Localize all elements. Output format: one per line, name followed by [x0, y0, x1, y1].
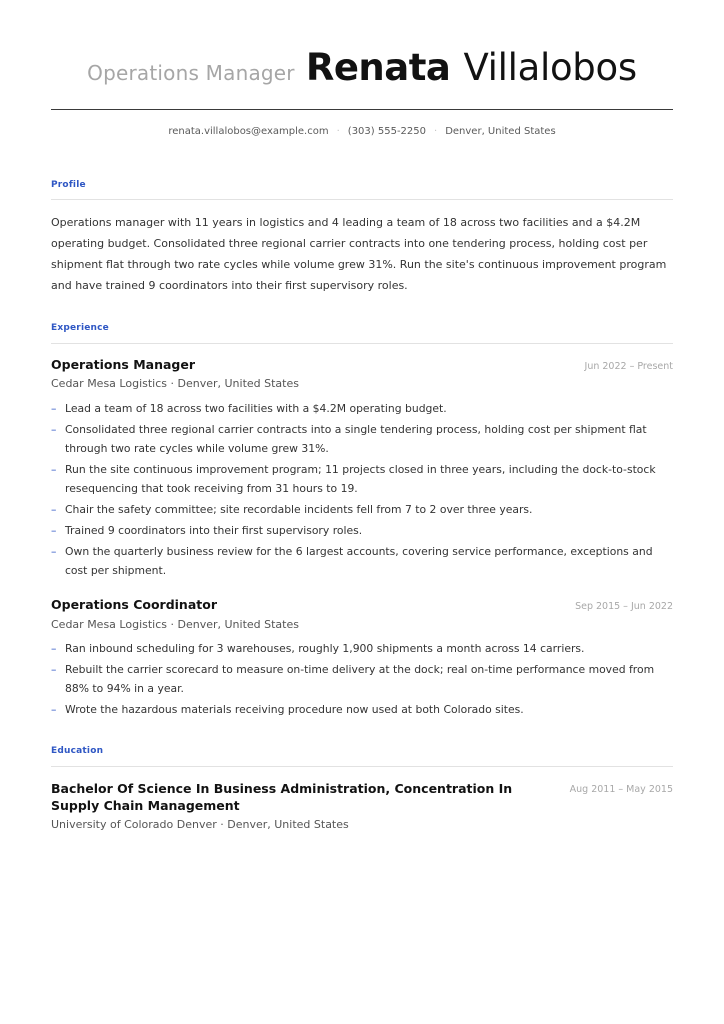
section-title-education: Education — [51, 746, 104, 756]
bullet-dash: – — [51, 545, 57, 558]
job-bullet — [51, 542, 673, 580]
job-bullet — [51, 399, 673, 418]
job-bullet — [51, 639, 673, 658]
job-org: Cedar Mesa Logistics · Denver, United States — [51, 618, 299, 631]
job-bullets — [51, 639, 673, 721]
bullet-text: Ran inbound scheduling for 3 warehouses, roughly 1,900 shipments a month across 14 carriers. — [65, 642, 585, 655]
contact-separator: · — [434, 126, 438, 137]
contact-location: Denver, United States — [445, 126, 556, 137]
bullet-dash: – — [51, 402, 57, 415]
bullet-text: Run the site continuous improvement program; 11 projects closed in three years, including the dock-to-stock resequencing that took receiving from 31 hours to 19. — [65, 463, 656, 495]
header-last-name: Villalobos — [463, 46, 637, 89]
education-degree: Bachelor Of Science In Business Administration, Concentration In Supply Chain Management — [51, 781, 513, 813]
bullet-dash: – — [51, 423, 57, 436]
header-first-name: Renata — [305, 46, 451, 89]
contact-separator: · — [336, 126, 340, 137]
bullet-text: Chair the safety committee; site recordable incidents fell from 7 to 2 over three years. — [65, 503, 533, 516]
bullet-dash: – — [51, 703, 57, 716]
job-bullet — [51, 521, 673, 540]
header-divider — [51, 109, 673, 110]
contact-line — [51, 126, 673, 137]
bullet-dash: – — [51, 642, 57, 655]
bullet-dash: – — [51, 503, 57, 516]
job-title: Operations Coordinator — [51, 597, 217, 612]
bullet-text: Trained 9 coordinators into their first supervisory roles. — [65, 524, 363, 537]
contact-phone[interactable]: (303) 555-2250 — [347, 126, 427, 137]
job-bullet — [51, 500, 673, 519]
bullet-text: Wrote the hazardous materials receiving procedure now used at both Colorado sites. — [65, 703, 524, 716]
resume-header — [51, 46, 673, 89]
job-bullet — [51, 460, 673, 498]
job-org: Cedar Mesa Logistics · Denver, United States — [51, 377, 299, 390]
bullet-text: Rebuilt the carrier scorecard to measure on-time delivery at the dock; real on-time performance moved from 88% to 94% in a year. — [65, 663, 655, 695]
bullet-text: Consolidated three regional carrier contracts into a single tendering process, holding cost per shipment flat through two rate cycles while volume grew 31%. — [65, 423, 647, 455]
bullet-text: Own the quarterly business review for the 6 largest accounts, covering service performance, exceptions and cost per shipment. — [65, 545, 653, 577]
contact-email[interactable]: renata.villalobos@example.com — [168, 126, 329, 137]
job-dates: Jun 2022 – Present — [584, 361, 673, 372]
section-divider — [51, 766, 673, 767]
job-bullet — [51, 660, 673, 698]
section-title-experience: Experience — [51, 323, 109, 333]
profile-summary: Operations manager with 11 years in logistics and 4 leading a team of 18 across two facilities and a $4.2M operating budget. Consolidated three regional carrier contracts into one tendering process, holding cost per shipment flat through two rate cycles while volume grew 31%. Run the site's continuous improvement program and have trained 9 coordinators into their first supervisory roles. — [51, 216, 667, 292]
section-divider — [51, 199, 673, 200]
section-title-profile: Profile — [51, 180, 86, 190]
job-bullet — [51, 420, 673, 458]
education-school: University of Colorado Denver · Denver, United States — [51, 818, 349, 831]
bullet-dash: – — [51, 463, 57, 476]
header-role: Operations Manager — [87, 61, 295, 85]
job-title: Operations Manager — [51, 357, 195, 372]
bullet-dash: – — [51, 663, 57, 676]
bullet-text: Lead a team of 18 across two facilities with a $4.2M operating budget. — [65, 402, 447, 415]
section-divider — [51, 343, 673, 344]
job-dates: Sep 2015 – Jun 2022 — [575, 601, 673, 612]
job-bullet — [51, 700, 673, 719]
job-bullets — [51, 399, 673, 582]
education-dates: Aug 2011 – May 2015 — [569, 784, 673, 795]
bullet-dash: – — [51, 524, 57, 537]
